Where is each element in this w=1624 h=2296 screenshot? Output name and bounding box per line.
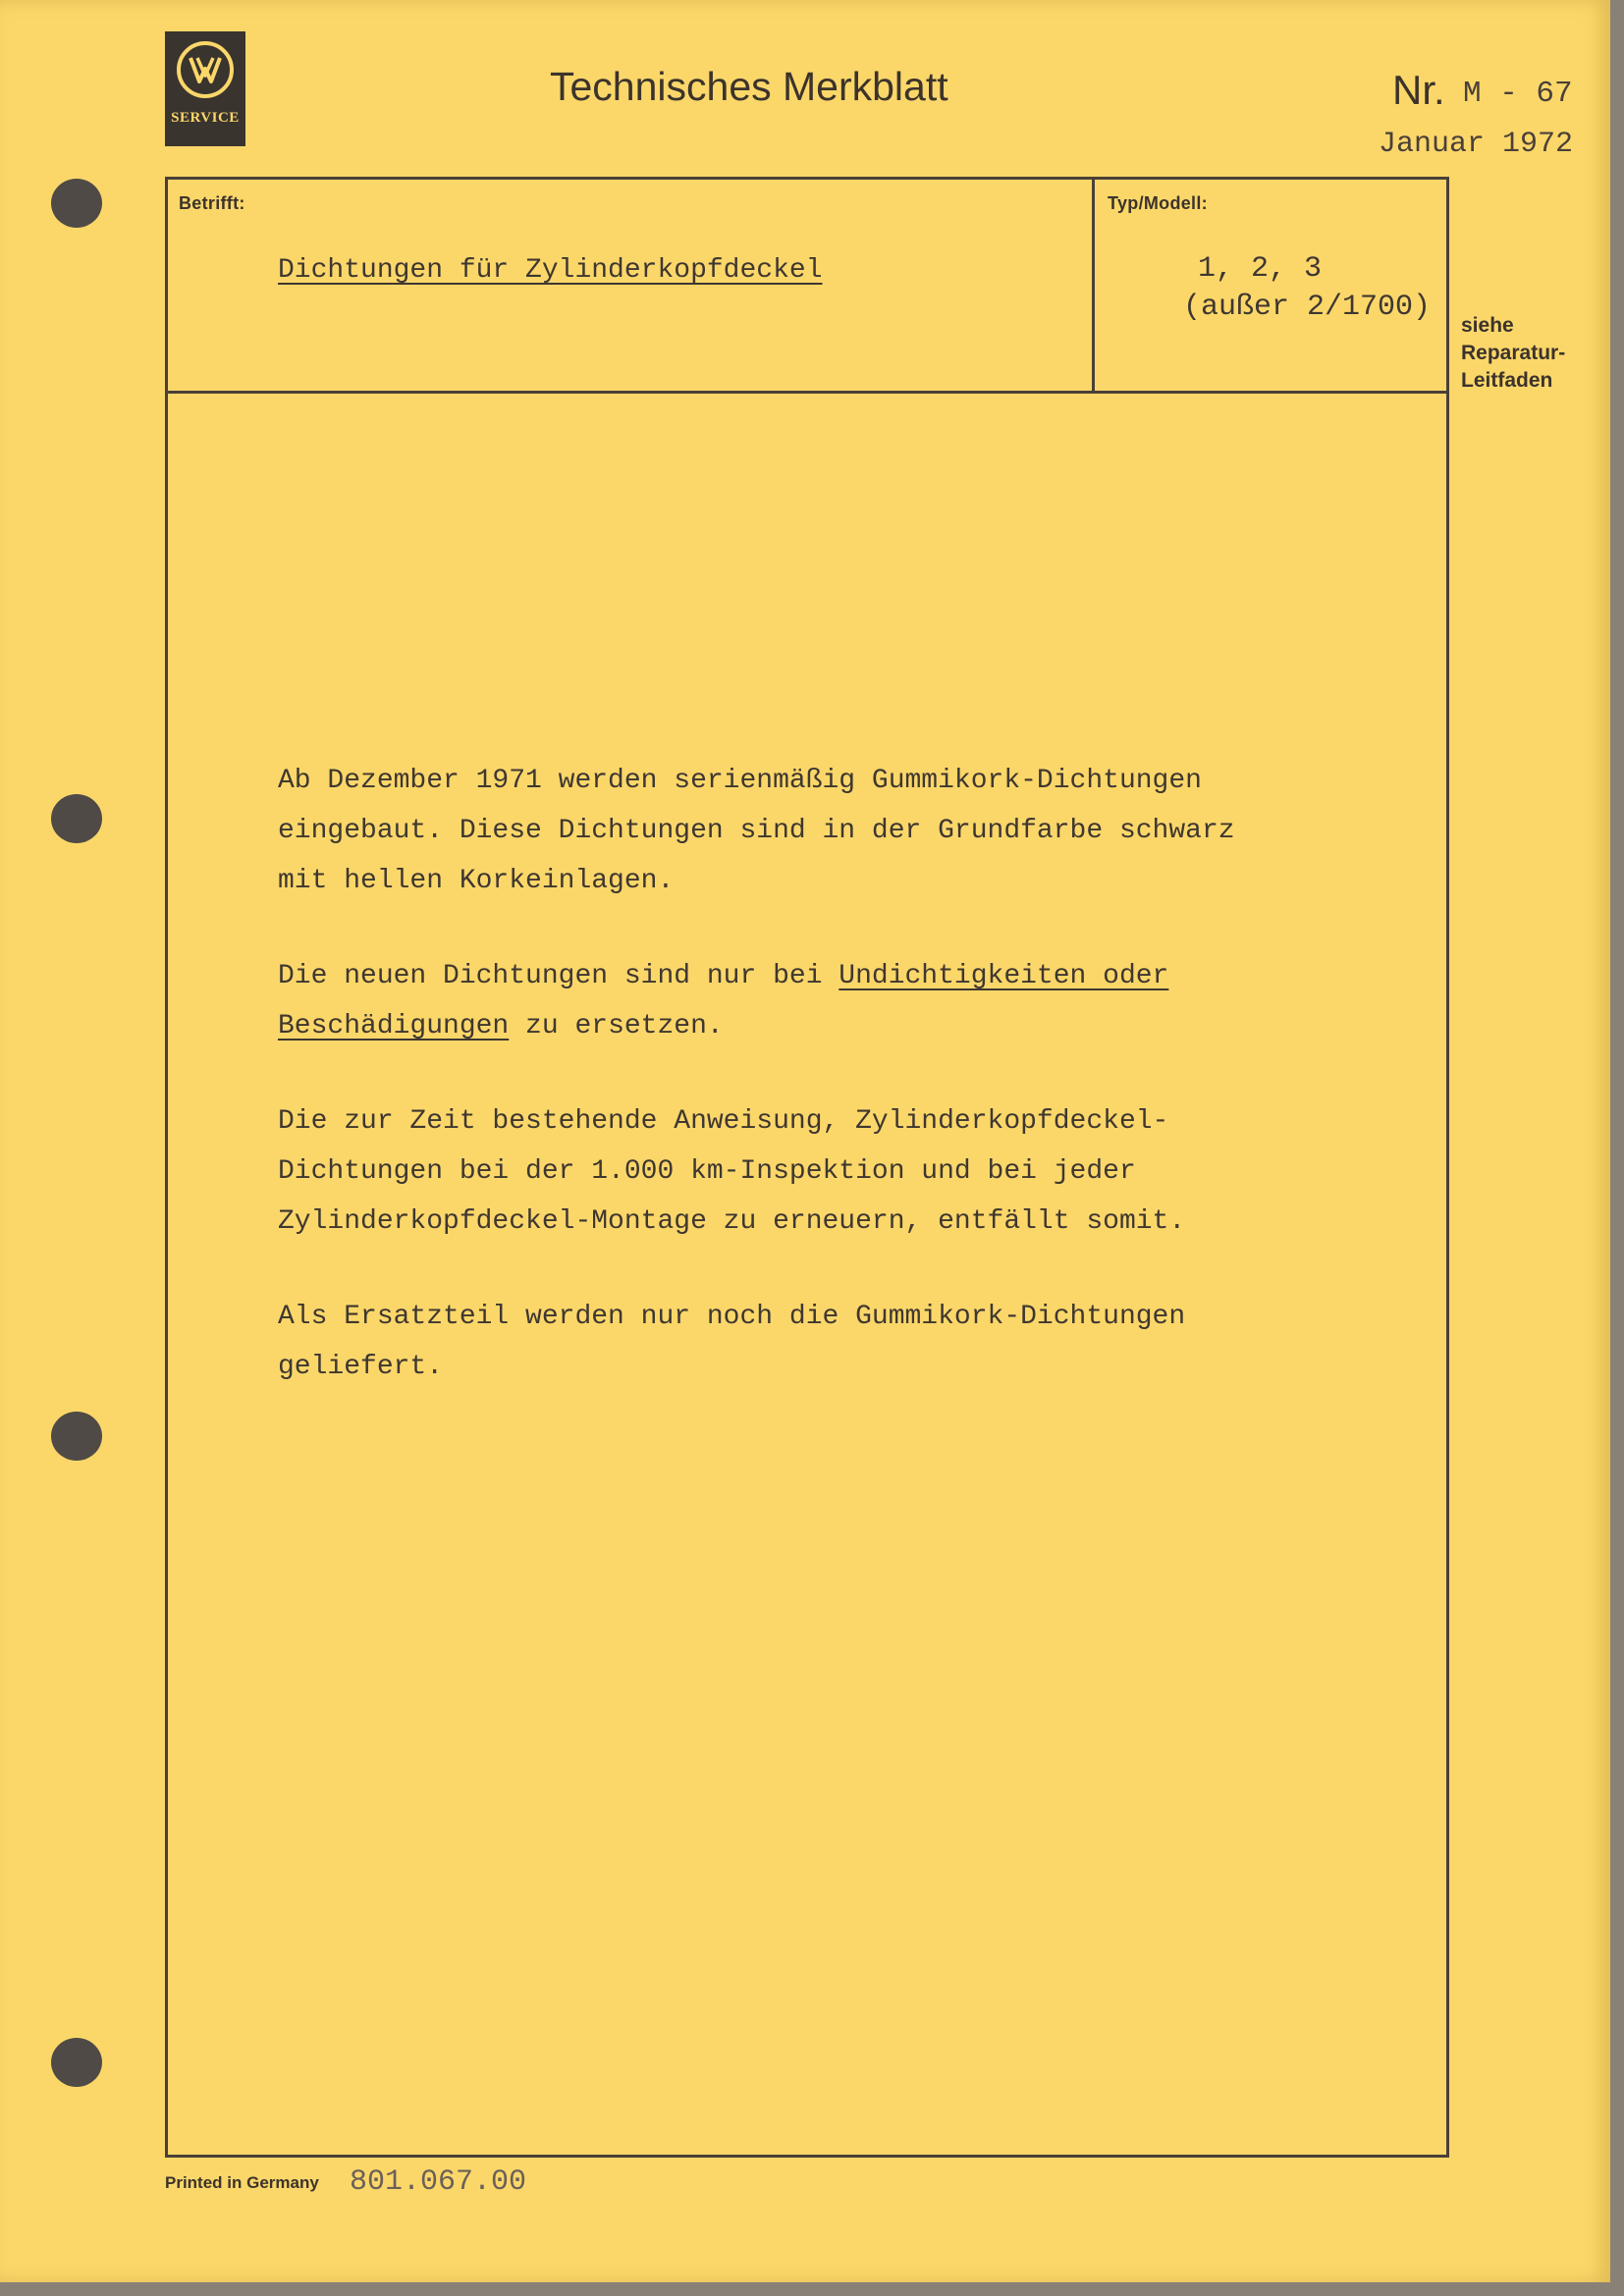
printed-in-label: Printed in Germany bbox=[165, 2173, 319, 2192]
document-number: M - 67 bbox=[1463, 77, 1573, 111]
logo-service-text: SERVICE bbox=[171, 110, 240, 126]
side-note-line: siehe bbox=[1461, 314, 1514, 337]
text-line: Zylinderkopfdeckel-Montage zu erneuern, entfällt somit. bbox=[278, 1206, 1186, 1237]
punch-hole bbox=[51, 2038, 102, 2087]
text-span: zu ersetzen. bbox=[509, 1011, 724, 1041]
text-line: Dichtungen bei der 1.000 km-Inspektion und bei jeder bbox=[278, 1156, 1136, 1187]
document-title: Technisches Merkblatt bbox=[550, 64, 948, 109]
underlined-text: Beschädigungen bbox=[278, 1011, 510, 1041]
punch-hole bbox=[51, 794, 102, 843]
text-line: Ab Dezember 1971 werden serienmäßig Gummikork-Dichtungen bbox=[278, 766, 1202, 796]
side-note-line: Reparatur- bbox=[1461, 342, 1566, 364]
punch-hole bbox=[51, 179, 102, 228]
vw-emblem-icon bbox=[177, 41, 234, 98]
typ-exception: (außer 2/1700) bbox=[1183, 291, 1432, 324]
paragraph-4 bbox=[278, 1292, 1358, 1392]
paragraph-1 bbox=[278, 756, 1358, 906]
betrifft-label: Betrifft: bbox=[179, 193, 245, 213]
part-number: 801.067.00 bbox=[350, 2165, 527, 2199]
text-line: geliefert. bbox=[278, 1352, 444, 1382]
text-line bbox=[278, 1001, 1358, 1051]
document-date: Januar 1972 bbox=[1379, 128, 1574, 161]
typ-models: 1, 2, 3 bbox=[1198, 252, 1323, 286]
side-note bbox=[1461, 312, 1565, 395]
body-text bbox=[278, 756, 1358, 1437]
punch-hole bbox=[51, 1412, 102, 1461]
text-line: Die zur Zeit bestehende Anweisung, Zylinderkopfdeckel- bbox=[278, 1106, 1169, 1137]
side-note-line: Leitfaden bbox=[1461, 369, 1553, 392]
paragraph-3 bbox=[278, 1096, 1358, 1247]
paragraph-2 bbox=[278, 951, 1358, 1051]
underlined-text: Undichtigkeiten oder bbox=[839, 961, 1169, 991]
text-line: Als Ersatzteil werden nur noch die Gummikork-Dichtungen bbox=[278, 1302, 1186, 1332]
text-line bbox=[278, 951, 1358, 1001]
text-line: mit hellen Korkeinlagen. bbox=[278, 866, 675, 896]
subject-text: Dichtungen für Zylinderkopfdeckel bbox=[278, 255, 823, 286]
typ-modell-label: Typ/Modell: bbox=[1108, 193, 1208, 213]
subject-box-divider bbox=[1092, 177, 1095, 394]
number-label: Nr. bbox=[1392, 67, 1445, 113]
text-line: eingebaut. Diese Dichtungen sind in der Grundfarbe schwarz bbox=[278, 816, 1235, 846]
text-span: Die neuen Dichtungen sind nur bei bbox=[278, 961, 839, 991]
vw-service-logo bbox=[165, 31, 245, 146]
